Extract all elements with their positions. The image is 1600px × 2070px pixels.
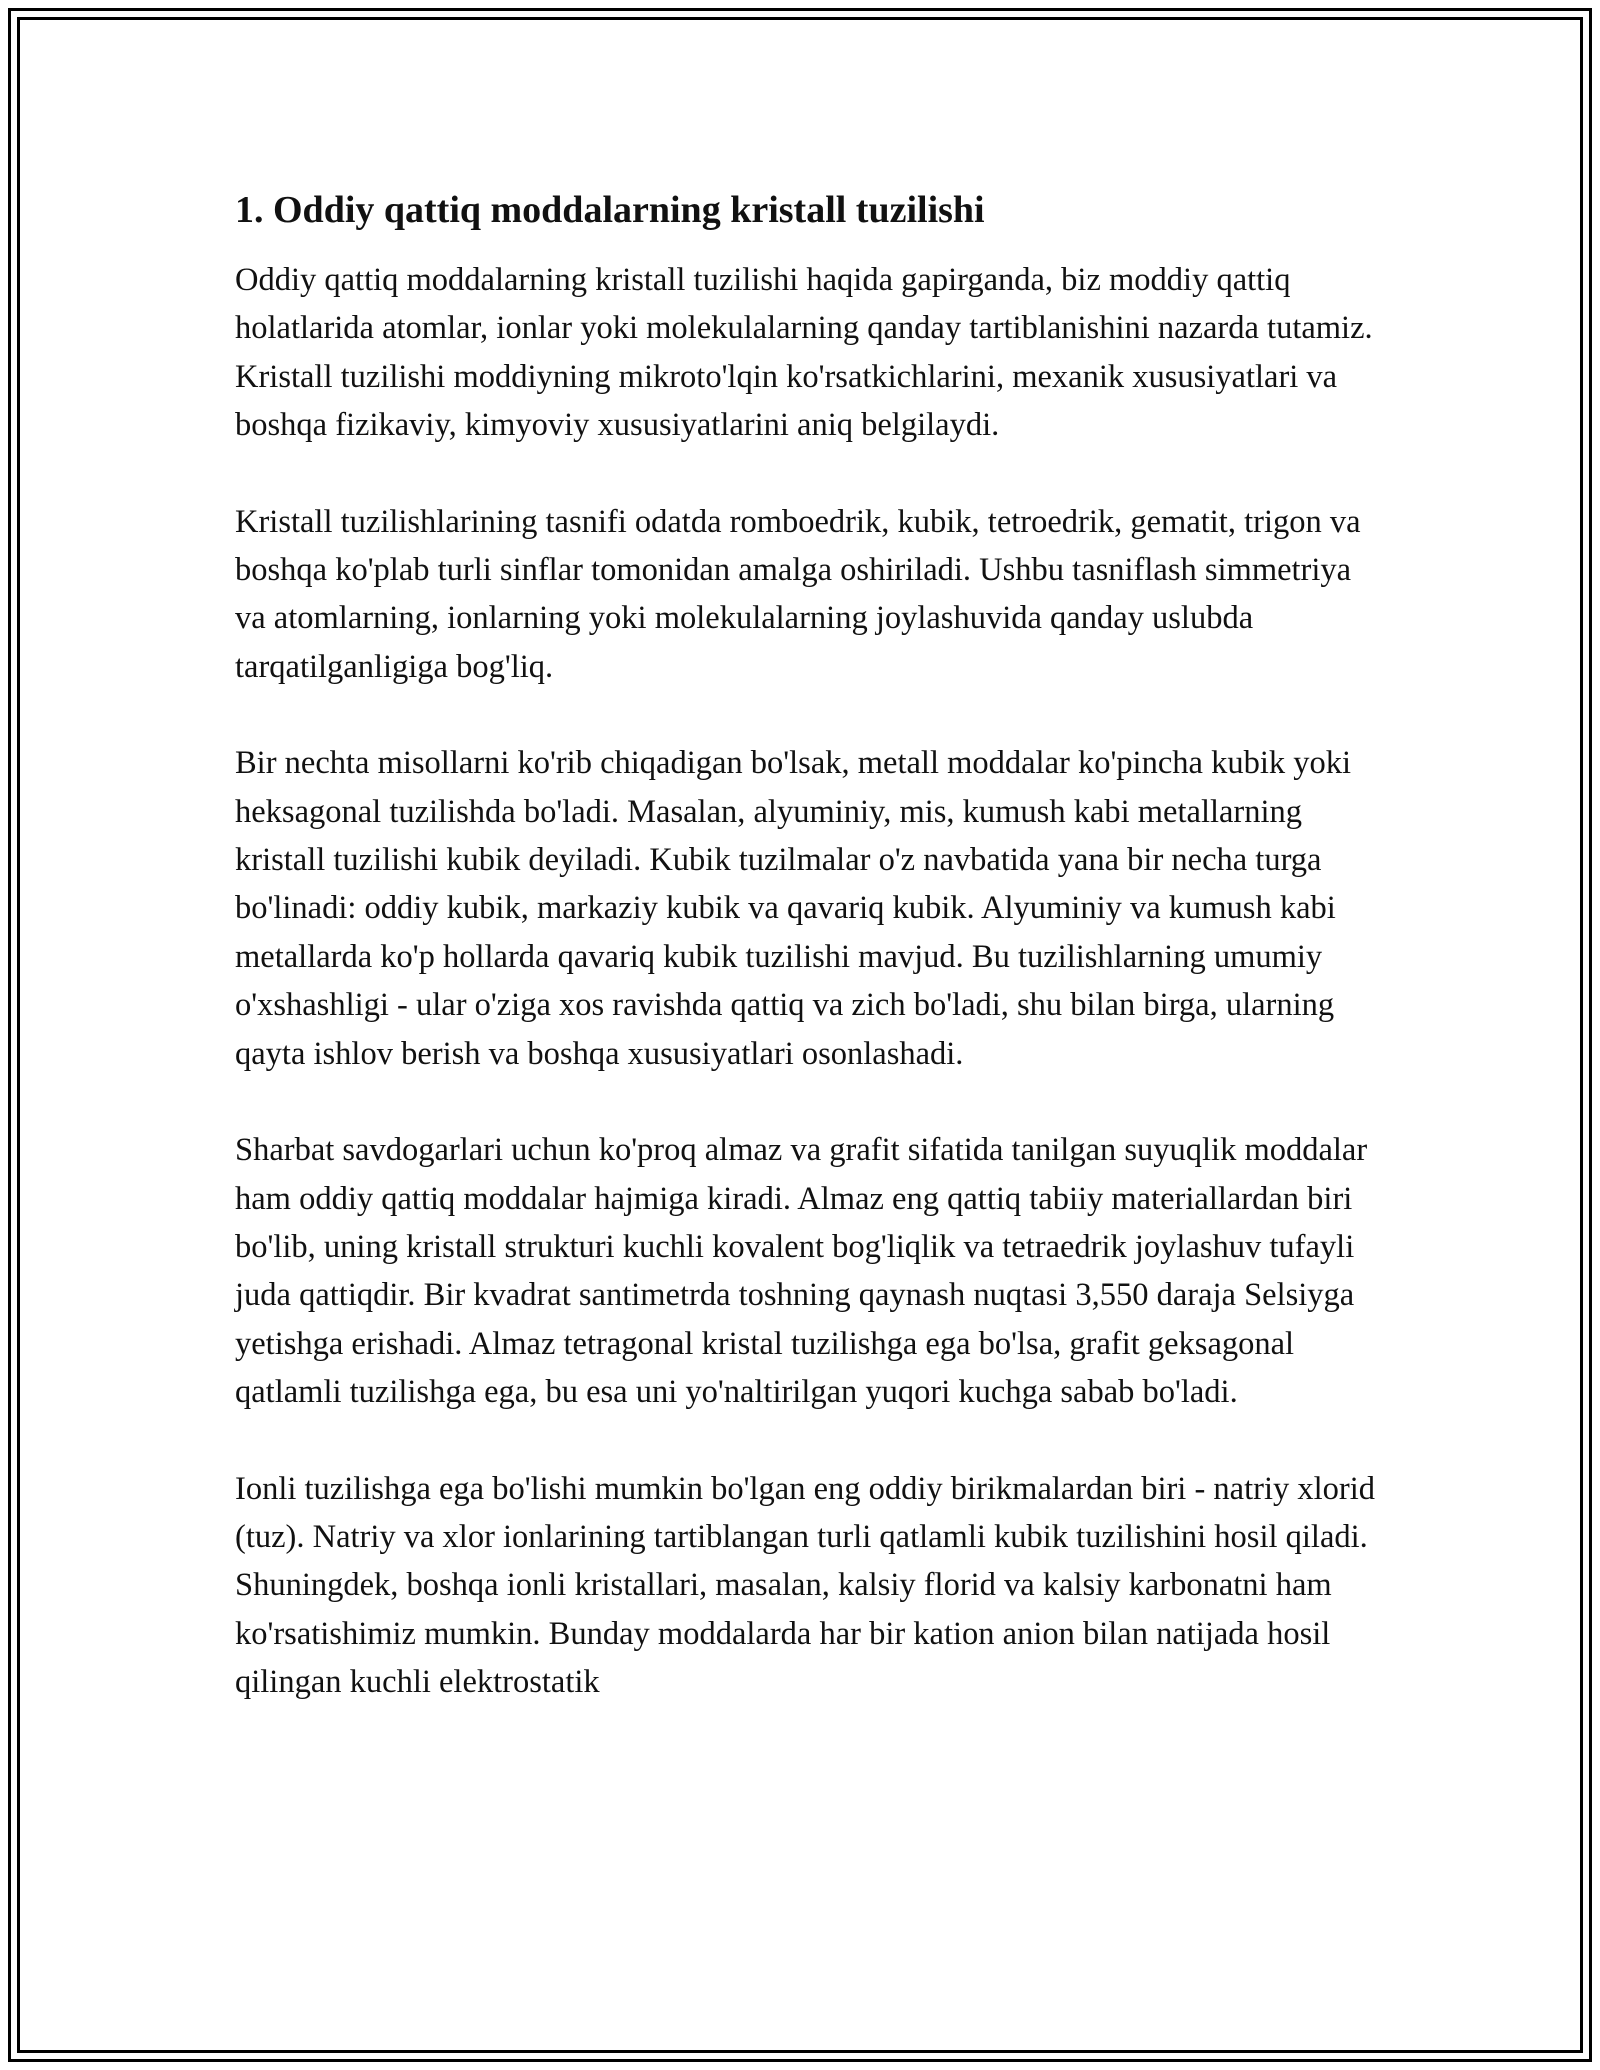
document-body	[235, 186, 1375, 1707]
paragraph-1: Oddiy qattiq moddalarning kristall tuzilishi haqida gapirganda, biz moddiy qattiq holatlarida atomlar, ionlar yoki molekulalarning qanday tartiblanishini nazarda tutamiz. Kristall tuzilishi moddiyning mikroto'lqin ko'rsatkichlarini, mexanik xususiyatlari va boshqa fizikaviy, kimyoviy xususiyatlarini aniq belgilaydi.	[235, 262, 1373, 444]
paragraph-3: Bir nechta misollarni ko'rib chiqadigan bo'lsak, metall moddalar ko'pincha kubik yoki heksagonal tuzilishda bo'ladi. Masalan, alyuminiy, mis, kumush kabi metallarning kristall tuzilishi kubik deyiladi. Kubik tuzilmalar o'z navbatida yana bir necha turga bo'linadi: oddiy kubik, markaziy kubik va qavariq kubik. Alyuminiy va kumush kabi metallarda ko'p hollarda qavariq kubik tuzilishi mavjud. Bu tuzilishlarning umumiy o'xshashligi - ular o'ziga xos ravishda qattiq va zich bo'ladi, shu bilan birga, ularning qayta ishlov berish va boshqa xususiyatlari osonlashadi.	[235, 745, 1351, 1072]
section-heading: 1. Oddiy qattiq moddalarning kristall tuzilishi	[235, 189, 985, 231]
paragraph-5: Ionli tuzilishga ega bo'lishi mumkin bo'lgan eng oddiy birikmalardan biri - natriy xlorid (tuz). Natriy va xlor ionlarining tartiblangan turli qatlamli kubik tuzilishini hosil qiladi. Shuningdek, boshqa ionli kristallari, masalan, kalsiy florid va kalsiy karbonatni ham ko'rsatishimiz mumkin. Bunday moddalarda har bir kation anion bilan natijada hosil qilingan kuchli elektrostatik	[235, 1470, 1375, 1701]
paragraph-4: Sharbat savdogarlari uchun ko'proq almaz va grafit sifatida tanilgan suyuqlik moddalar ham oddiy qattiq moddalar hajmiga kiradi. Almaz eng qattiq tabiiy materiallardan biri bo'lib, uning kristall strukturi kuchli kovalent bog'liqlik va tetraedrik joylashuv tufayli juda qattiqdir. Bir kvadrat santimetrda toshning qaynash nuqtasi 3,550 daraja Selsiyga yetishga erishadi. Almaz tetragonal kristal tuzilishga ega bo'lsa, grafit geksagonal qatlamli tuzilishga ega, bu esa uni yo'naltirilgan yuqori kuchga sabab bo'ladi.	[235, 1132, 1368, 1411]
paragraph-2: Kristall tuzilishlarining tasnifi odatda romboedrik, kubik, tetroedrik, gematit, trigon va boshqa ko'plab turli sinflar tomonidan amalga oshiriladi. Ushbu tasniflash simmetriya va atomlarning, ionlarning yoki molekulalarning joylashuvida qanday uslubda tarqatilganligiga bog'liq.	[235, 503, 1361, 685]
